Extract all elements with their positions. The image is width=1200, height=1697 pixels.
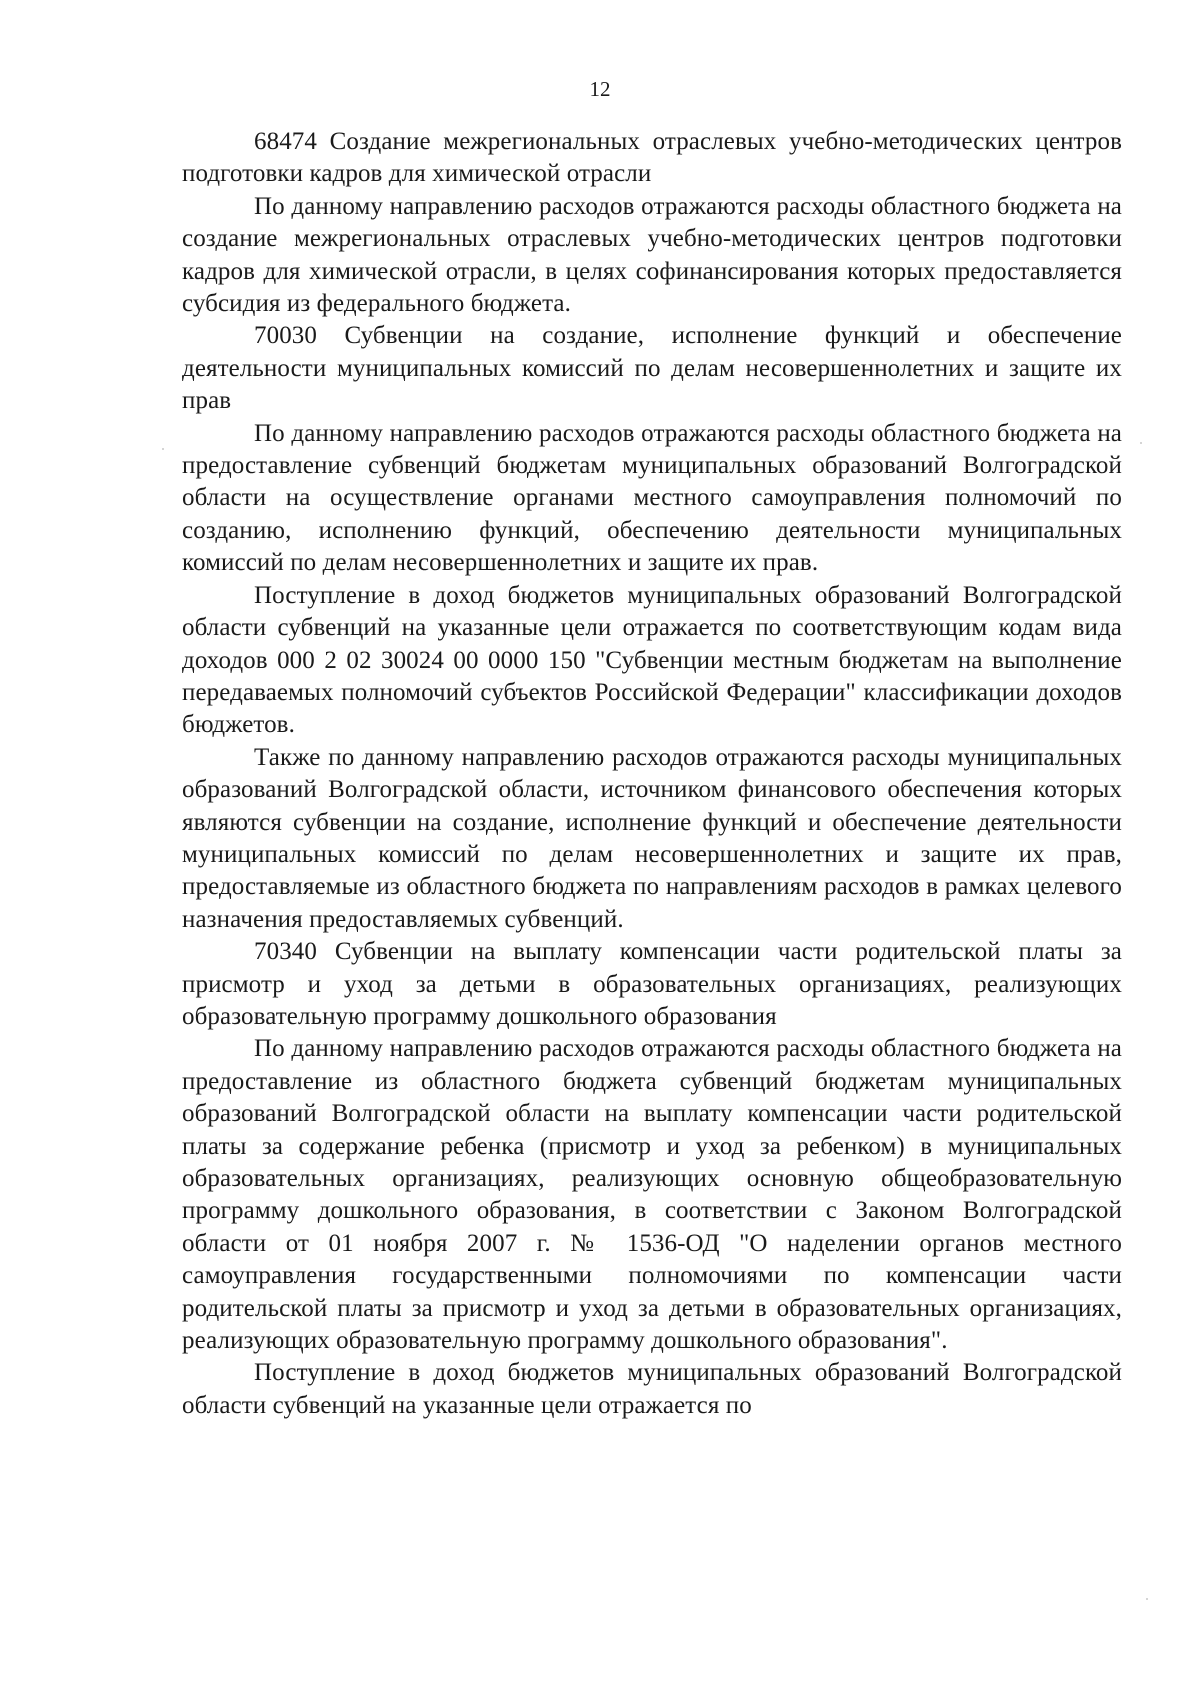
paragraph-70030-description: По данному направлению расходов отражаются расходы областного бюджета на предоставление субвенций бюджетам муниципальных образований Волгоградской области на осуществление органами местного самоуправления полномочий по созданию, исполнению функций, обеспечению деятельности муниципальных комиссий по делам несовершеннолетних и защите их прав.: [182, 419, 1122, 577]
paragraph-70030-revenue: Поступление в доход бюджетов муниципальных образований Волгоградской области субвенций на указанные цели отражается по соответствующим кодам вида доходов 000 2 02 30024 00 0000 150 "Субвенции местным бюджетам на выполнение передаваемых полномочий субъектов Российской Федерации" классификации доходов бюджетов.: [182, 581, 1122, 739]
paragraph-68474-description: По данному направлению расходов отражаются расходы областного бюджета на создание межрегиональных отраслевых учебно-методических центров подготовки кадров для химической отрасли, в целях софинансирования которых предоставляется субсидия из федерального бюджета.: [182, 192, 1122, 318]
scan-speck: [1146, 1598, 1148, 1600]
scan-speck: [1140, 442, 1142, 444]
paragraph-68474-heading: 68474 Создание межрегиональных отраслевых учебно-методических центров подготовки кадров для химической отрасли: [182, 128, 1122, 188]
page-number: 12: [589, 77, 611, 101]
paragraph-70340-heading: 70340 Субвенции на выплату компенсации части родительской платы за присмотр и уход за детьми в образовательных организациях, реализующих образовательную программу дошкольного образования: [182, 938, 1122, 1030]
paragraph-70030-heading: 70030 Субвенции на создание, исполнение функций и обеспечение деятельности муниципальных комиссий по делам несовершеннолетних и защите их прав: [182, 322, 1122, 415]
scan-speck: [162, 448, 164, 450]
document-body: [182, 126, 1122, 1422]
paragraph-70340-description: По данному направлению расходов отражаются расходы областного бюджета на предоставление из областного бюджета субвенций бюджетам муниципальных образований Волгоградской области на выплату компенсации части родительской платы за содержание ребенка (присмотр и уход за ребенком) в муниципальных образовательных организациях, реализующих основную общеобразовательную программу дошкольного образования, в соответствии с Законом Волгоградской области от 01 ноября 2007 г. № 1536-ОД "О наделении органов местного самоуправления государственными полномочиями по компенсации части родительской платы за присмотр и уход за детьми в образовательных организациях, реализующих образовательную программу дошкольного образования".: [182, 1035, 1122, 1355]
paragraph-70340-revenue: Поступление в доход бюджетов муниципальных образований Волгоградской области субвенций на указанные цели отражается по: [182, 1359, 1122, 1419]
paragraph-70030-municipal: Также по данному направлению расходов отражаются расходы муниципальных образований Волгоградской области, источником финансового обеспечения которых являются субвенции на создание, исполнение функций и обеспечение деятельности муниципальных комиссий по делам несовершеннолетних и защите их прав, предоставляемые из областного бюджета по направлениям расходов в рамках целевого назначения предоставляемых субвенций.: [182, 743, 1122, 933]
